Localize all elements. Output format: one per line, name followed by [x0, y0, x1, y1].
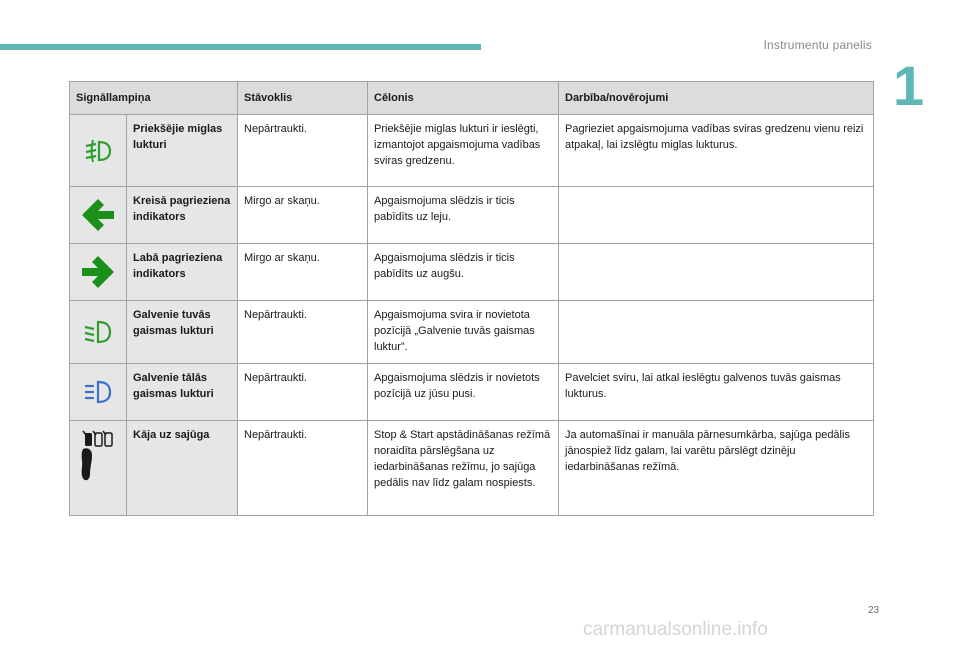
light-action: Pavelciet sviru, lai atkal ieslēgtu galvenos tuvās gaismas lukturus. [559, 364, 874, 421]
light-cause: Stop & Start apstādināšanas režīmā noraidīta pārslēgšana uz iedarbināšanas režīmu, jo sajūga pedālis nav līdz galam nospiests. [368, 421, 559, 516]
page-number: 23 [868, 605, 880, 616]
light-cause: Apgaismojuma slēdzis ir ticis pabīdīts uz augšu. [368, 244, 559, 301]
light-state: Mirgo ar skaņu. [238, 244, 368, 301]
watermark: carmanualsonline.info [583, 619, 768, 640]
light-action [559, 244, 874, 301]
high-beam-icon [70, 364, 127, 421]
warning-lights-table [69, 81, 874, 516]
table-row [70, 364, 874, 421]
table-header-row [70, 82, 874, 115]
table-row [70, 187, 874, 244]
light-cause: Apgaismojuma svira ir novietota pozīcijā „Galvenie tuvās gaismas luktur”. [368, 301, 559, 364]
column-header-cause: Cēlonis [368, 82, 559, 115]
foot-on-clutch-icon [70, 421, 127, 516]
light-name: Kreisā pagrieziena indikators [127, 187, 238, 244]
light-name: Priekšējie miglas lukturi [127, 115, 238, 187]
light-cause: Apgaismojuma slēdzis ir ticis pabīdīts uz leju. [368, 187, 559, 244]
light-state: Nepārtraukti. [238, 115, 368, 187]
light-name: Kāja uz sajūga [127, 421, 238, 516]
light-state: Nepārtraukti. [238, 421, 368, 516]
front-fog-light-icon [70, 115, 127, 187]
top-accent-bar [0, 44, 481, 50]
light-action [559, 187, 874, 244]
column-header-action: Darbība/novērojumi [559, 82, 874, 115]
light-name: Galvenie tālās gaismas lukturi [127, 364, 238, 421]
left-arrow-icon [70, 187, 127, 244]
low-beam-icon [70, 301, 127, 364]
light-cause: Priekšējie miglas lukturi ir ieslēgti, izmantojot apgaismojuma vadības sviras gredzenu. [368, 115, 559, 187]
light-action [559, 301, 874, 364]
light-state: Mirgo ar skaņu. [238, 187, 368, 244]
column-header-warning-light: Signāllampiņa [70, 82, 238, 115]
light-cause: Apgaismojuma slēdzis ir novietots pozīcijā uz jūsu pusi. [368, 364, 559, 421]
light-name: Labā pagrieziena indikators [127, 244, 238, 301]
right-arrow-icon [70, 244, 127, 301]
light-state: Nepārtraukti. [238, 301, 368, 364]
chapter-number: 1 [893, 54, 925, 117]
table-row [70, 244, 874, 301]
light-name: Galvenie tuvās gaismas lukturi [127, 301, 238, 364]
light-action: Pagrieziet apgaismojuma vadības sviras gredzenu vienu reizi atpakaļ, lai izslēgtu miglas lukturus. [559, 115, 874, 187]
column-header-state: Stāvoklis [238, 82, 368, 115]
table-row [70, 421, 874, 516]
table-row [70, 115, 874, 187]
light-action: Ja automašīnai ir manuāla pārnesumkārba, sajūga pedālis jānospiež līdz galam, lai varētu pārslēgt dzinēju iedarbināšanas režīmā. [559, 421, 874, 516]
table-row [70, 301, 874, 364]
light-state: Nepārtraukti. [238, 364, 368, 421]
section-title: Instrumentu panelis [763, 38, 872, 52]
